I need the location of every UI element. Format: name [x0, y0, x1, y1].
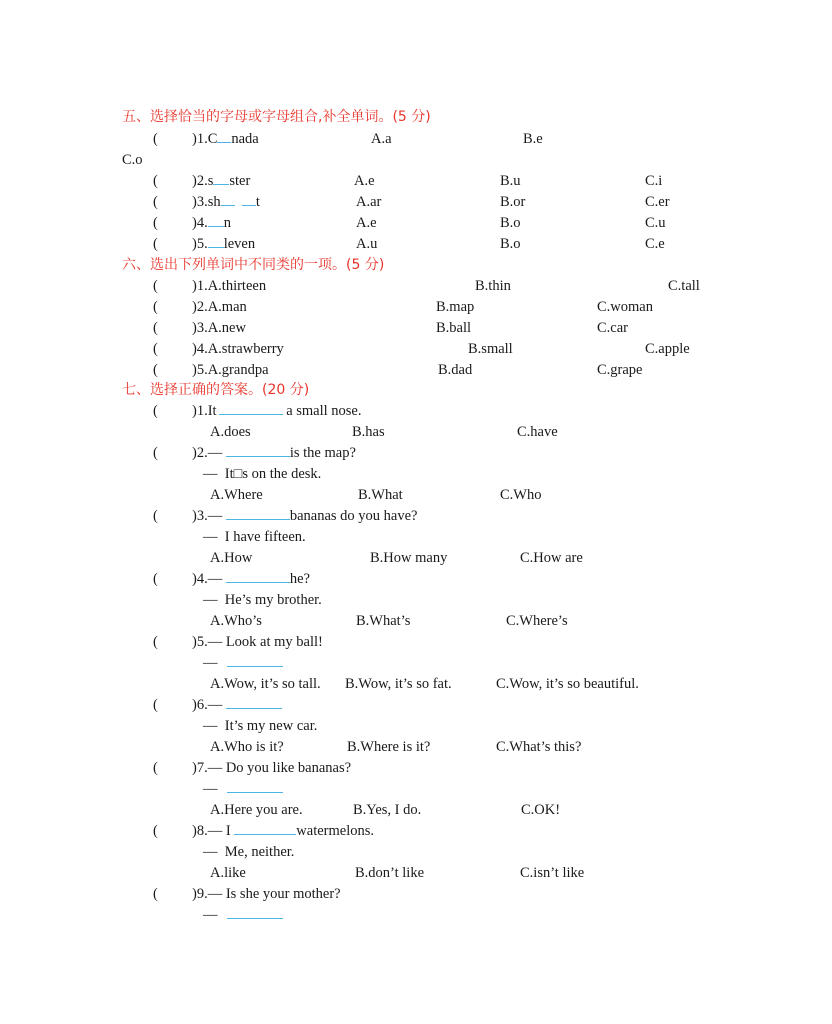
s7-q8-stem [192, 822, 374, 840]
s5-q5-option-b[interactable]: B.o [500, 236, 521, 252]
s7-q9-reply [203, 906, 283, 924]
s5-q3-tail: t [255, 194, 260, 210]
s7-q3-pre: )3.— [192, 508, 226, 524]
fill-blank[interactable] [234, 822, 296, 835]
answer-paren: ( [153, 173, 158, 189]
s7-q2-post: is the map? [289, 445, 356, 461]
s7-q2-option-a[interactable]: A.Where [210, 487, 263, 503]
s7-q8-option-a[interactable]: A.like [210, 865, 246, 881]
s5-q2-word [192, 172, 250, 190]
answer-paren: ( [153, 215, 158, 231]
s5-q4-option-b[interactable]: B.o [500, 215, 521, 231]
s5-q4-option-a[interactable]: A.e [356, 215, 377, 231]
s7-q7-stem: )7.— Do you like bananas? [192, 760, 352, 776]
s7-q5-option-b[interactable]: B.Wow, it’s so fat. [345, 676, 452, 692]
s5-q2-tail: ster [229, 173, 251, 189]
s6-q3-option-c[interactable]: C.car [597, 320, 628, 336]
answer-paren: ( [153, 362, 158, 378]
s7-q9-stem: )9.— Is she your mother? [192, 886, 341, 902]
s5-q2-option-b[interactable]: B.u [500, 173, 521, 189]
s7-q4-reply: — He’s my brother. [203, 592, 322, 608]
s6-q1-option-b[interactable]: B.thin [475, 278, 511, 294]
s7-q2-stem [192, 444, 356, 462]
s7-q7-option-c[interactable]: C.OK! [521, 802, 561, 818]
s5-q4-num: )4. [192, 215, 208, 231]
s7-q3-option-c[interactable]: C.How are [520, 550, 583, 566]
fill-blank[interactable] [226, 507, 290, 520]
s6-q2-option-c[interactable]: C.woman [597, 299, 653, 315]
s5-q2-option-a[interactable]: A.e [354, 173, 375, 189]
s7-q3-post: bananas do you have? [289, 508, 418, 524]
dash: — [203, 655, 222, 671]
s5-q3-option-b[interactable]: B.or [500, 194, 526, 210]
s7-q3-reply: — I have fifteen. [203, 529, 306, 545]
s6-q3-option-a[interactable]: )3.A.new [192, 320, 246, 336]
fill-blank[interactable] [242, 193, 256, 206]
fill-blank[interactable] [227, 654, 283, 667]
fill-blank[interactable] [213, 172, 229, 185]
s6-q2-option-b[interactable]: B.map [436, 299, 475, 315]
section-5-title: 五、选择恰当的字母或字母组合,补全单词。(5 分) [122, 109, 431, 125]
s5-q1-option-b[interactable]: B.e [523, 131, 543, 147]
s7-q1-option-b[interactable]: B.has [352, 424, 385, 440]
answer-paren: ( [153, 886, 158, 902]
s7-q3-option-b[interactable]: B.How many [370, 550, 448, 566]
s5-q1-tail: nada [231, 131, 259, 147]
s5-q4-word [192, 214, 231, 232]
s7-q5-reply [203, 654, 283, 672]
s5-q5-option-c[interactable]: C.e [645, 236, 665, 252]
s7-q5-option-a[interactable]: A.Wow, it’s so tall. [210, 676, 321, 692]
s7-q2-option-b[interactable]: B.What [358, 487, 403, 503]
s7-q6-pre: )6.— [192, 697, 226, 713]
answer-paren: ( [153, 571, 158, 587]
answer-paren: ( [153, 697, 158, 713]
s7-q3-stem [192, 507, 417, 525]
answer-paren: ( [153, 299, 158, 315]
s7-q4-post: he? [289, 571, 310, 587]
section-7-title: 七、选择正确的答案。(20 分) [122, 382, 310, 398]
s7-q1-pre: )1.It [192, 403, 217, 419]
answer-paren: ( [153, 508, 158, 524]
s6-q4-option-b[interactable]: B.small [468, 341, 513, 357]
s5-q3-option-c[interactable]: C.er [645, 194, 670, 210]
s5-q4-option-c[interactable]: C.u [645, 215, 666, 231]
s5-q1-word [192, 130, 259, 148]
s7-q4-stem [192, 570, 310, 588]
fill-blank[interactable] [217, 130, 231, 143]
fill-blank[interactable] [226, 570, 290, 583]
section-6-title: 六、选出下列单词中不同类的一项。(5 分) [122, 257, 385, 273]
s5-q5-option-a[interactable]: A.u [356, 236, 378, 252]
s6-q4-option-a[interactable]: )4.A.strawberry [192, 341, 284, 357]
s5-q3-word [192, 193, 260, 211]
s5-q2-num: )2.s [192, 173, 214, 189]
s5-q1-option-c[interactable]: C.o [122, 152, 143, 168]
s5-q3-option-a[interactable]: A.ar [356, 194, 382, 210]
s5-q3-num: )3.sh [192, 194, 221, 210]
s7-q8-option-c[interactable]: C.isn’t like [520, 865, 585, 881]
s7-q2-option-c[interactable]: C.Who [500, 487, 542, 503]
s6-q4-option-c[interactable]: C.apple [645, 341, 690, 357]
s7-q1-post: a small nose. [282, 403, 362, 419]
s7-q8-pre: )8.— I [192, 823, 235, 839]
fill-blank[interactable] [227, 906, 283, 919]
fill-blank[interactable] [208, 235, 224, 248]
s5-q2-option-c[interactable]: C.i [645, 173, 663, 189]
dash: — [203, 907, 222, 923]
s7-q7-reply [203, 780, 283, 798]
answer-paren: ( [153, 760, 158, 776]
s5-q1-num: )1.C [192, 131, 218, 147]
s7-q6-option-a[interactable]: A.Who is it? [210, 739, 284, 755]
answer-paren: ( [153, 131, 158, 147]
s7-q4-option-c[interactable]: C.Where’s [506, 613, 568, 629]
s7-q8-reply: — Me, neither. [203, 844, 295, 860]
answer-paren: ( [153, 278, 158, 294]
s7-q7-option-a[interactable]: A.Here you are. [210, 802, 303, 818]
s7-q4-pre: )4.— [192, 571, 226, 587]
fill-blank[interactable] [221, 193, 235, 206]
s7-q7-option-b[interactable]: B.Yes, I do. [353, 802, 422, 818]
s6-q1-option-c[interactable]: C.tall [668, 278, 700, 294]
s7-q6-option-b[interactable]: B.Where is it? [347, 739, 431, 755]
s7-q1-stem [192, 402, 362, 420]
answer-paren: ( [153, 634, 158, 650]
fill-blank[interactable] [208, 214, 224, 227]
answer-paren: ( [153, 236, 158, 252]
s7-q3-option-a[interactable]: A.How [210, 550, 253, 566]
fill-blank[interactable] [219, 402, 283, 415]
s5-q5-word [192, 235, 255, 253]
s7-q6-reply: — It’s my new car. [203, 718, 318, 734]
s7-q1-option-a[interactable]: A.does [210, 424, 251, 440]
dash: — [203, 781, 222, 797]
s7-q4-option-b[interactable]: B.What’s [356, 613, 411, 629]
s7-q5-option-c[interactable]: C.Wow, it’s so beautiful. [496, 676, 639, 692]
s5-q5-num: )5. [192, 236, 208, 252]
s6-q3-option-b[interactable]: B.ball [436, 320, 472, 336]
s7-q8-post: watermelons. [296, 823, 375, 839]
s7-q2-pre: )2.— [192, 445, 226, 461]
s6-q2-option-a[interactable]: )2.A.man [192, 299, 247, 315]
s5-q5-tail: leven [223, 236, 256, 252]
s7-q8-option-b[interactable]: B.don’t like [355, 865, 425, 881]
fill-blank[interactable] [227, 780, 283, 793]
answer-paren: ( [153, 341, 158, 357]
answer-paren: ( [153, 320, 158, 336]
s6-q5-option-c[interactable]: C.grape [597, 362, 643, 378]
fill-blank[interactable] [226, 444, 290, 457]
s7-q1-option-c[interactable]: C.have [517, 424, 558, 440]
s6-q5-option-b[interactable]: B.dad [438, 362, 473, 378]
s7-q4-option-a[interactable]: A.Who’s [210, 613, 262, 629]
answer-paren: ( [153, 194, 158, 210]
s7-q5-stem: )5.— Look at my ball! [192, 634, 323, 650]
s5-q1-option-a[interactable]: A.a [371, 131, 392, 147]
s6-q1-option-a[interactable]: )1.A.thirteen [192, 278, 267, 294]
answer-paren: ( [153, 403, 158, 419]
s6-q5-option-a[interactable]: )5.A.grandpa [192, 362, 269, 378]
answer-paren: ( [153, 823, 158, 839]
s5-q4-tail: n [223, 215, 231, 231]
answer-paren: ( [153, 445, 158, 461]
s7-q6-stem [192, 696, 282, 714]
s7-q6-option-c[interactable]: C.What’s this? [496, 739, 582, 755]
fill-blank[interactable] [226, 696, 282, 709]
s7-q2-reply: — It□s on the desk. [203, 466, 322, 482]
